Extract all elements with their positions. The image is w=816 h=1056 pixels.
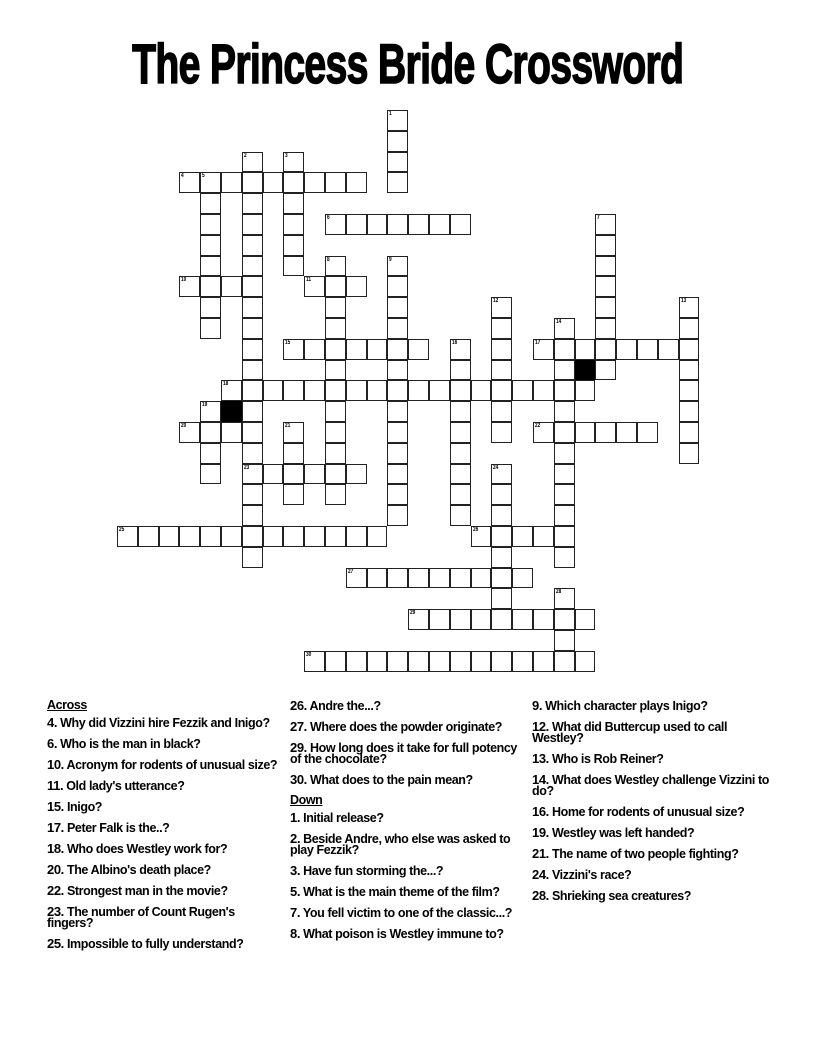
grid-cell[interactable] [200,422,221,443]
grid-cell[interactable] [325,214,346,235]
grid-cell[interactable] [450,339,471,360]
grid-cell[interactable] [304,526,325,547]
grid-cell[interactable] [637,339,658,360]
clue-down-12: 12. What did Buttercup used to call Westley? [532,719,728,745]
grid-cell[interactable] [616,422,637,443]
grid-cell[interactable] [242,297,263,318]
grid-cell[interactable] [595,256,616,277]
grid-cell[interactable] [408,214,429,235]
grid-cell[interactable] [242,318,263,339]
grid-cell[interactable] [387,214,408,235]
grid-cell[interactable] [554,339,575,360]
grid-cell[interactable] [325,339,346,360]
grid-cell[interactable] [491,588,512,609]
grid-cell[interactable] [325,256,346,277]
grid-cell[interactable] [491,505,512,526]
grid-cell[interactable] [387,360,408,381]
clue-across-29: 29. How long does it take for full potency of the chocolate? [290,740,517,766]
grid-cell[interactable] [575,651,596,672]
grid-cell[interactable] [595,214,616,235]
grid-cell[interactable] [263,172,284,193]
grid-cell[interactable] [325,172,346,193]
grid-cell[interactable] [616,339,637,360]
grid-cell[interactable] [200,443,221,464]
grid-cell[interactable] [491,568,512,589]
grid-cell[interactable] [450,464,471,485]
grid-cell[interactable] [367,380,388,401]
across-heading: Across [47,698,87,712]
grid-cell[interactable] [367,568,388,589]
grid-cell[interactable] [491,609,512,630]
grid-cell[interactable] [533,526,554,547]
grid-cell[interactable] [408,380,429,401]
clue-number: 21 [285,423,291,429]
grid-cell[interactable] [325,380,346,401]
grid-cell[interactable] [450,505,471,526]
grid-cell[interactable] [179,276,200,297]
grid-cell[interactable] [679,318,700,339]
grid-cell[interactable] [200,256,221,277]
grid-cell[interactable] [242,360,263,381]
clue-number: 6 [327,215,330,221]
grid-cell[interactable] [554,609,575,630]
grid-cell[interactable] [491,380,512,401]
grid-cell[interactable] [595,422,616,443]
clues-column-1 [47,700,279,959]
clue-down-1: 1. Initial release? [290,810,384,825]
clue-number: 25 [119,527,125,533]
clue-number: 24 [493,464,499,471]
clue-number: 13 [680,298,686,305]
grid-cell[interactable] [367,339,388,360]
grid-cell[interactable] [450,484,471,505]
grid-cell[interactable] [325,526,346,547]
grid-cell[interactable] [387,276,408,297]
grid-cell[interactable] [304,464,325,485]
grid-cell[interactable] [242,464,263,485]
grid-cell[interactable] [491,339,512,360]
grid-cell[interactable] [491,526,512,547]
clue-across-4: 4. Why did Vizzini hire Fezzik and Inigo? [47,715,270,730]
clue-across-22: 22. Strongest man in the movie? [47,883,228,898]
grid-cell[interactable] [471,568,492,589]
grid-cell[interactable] [242,484,263,505]
grid-cell[interactable] [367,214,388,235]
clue-across-30: 30. What does to the pain mean? [290,772,473,787]
grid-cell[interactable] [325,422,346,443]
grid-cell[interactable] [533,380,554,401]
grid-cell[interactable] [283,484,304,505]
clue-down-24: 24. Vizzini's race? [532,867,632,882]
grid-cell[interactable] [554,401,575,422]
grid-cell[interactable] [512,526,533,547]
grid-cell[interactable] [179,422,200,443]
clue-number: 20 [181,423,187,429]
grid-cell[interactable] [346,526,367,547]
clue-number: 23 [243,464,250,471]
grid-cell[interactable] [387,380,408,401]
grid-cell[interactable] [304,651,325,672]
grid-cell[interactable] [200,276,221,297]
grid-cell[interactable] [491,297,512,318]
grid-cell[interactable] [346,172,367,193]
grid-cell[interactable] [471,526,492,547]
grid-cell[interactable] [200,401,221,422]
grid-cell[interactable] [387,152,408,173]
clue-across-11: 11. Old lady's utterance? [47,778,185,793]
grid-cell[interactable] [221,422,242,443]
grid-cell[interactable] [346,339,367,360]
grid-cell[interactable] [263,464,284,485]
grid-cell[interactable] [304,339,325,360]
clue-number: 16 [451,339,458,346]
grid-cell[interactable] [387,318,408,339]
clue-across-6: 6. Who is the man in black? [47,736,201,751]
clue-number: 4 [181,173,185,180]
grid-cell[interactable] [387,568,408,589]
grid-cell[interactable] [367,651,388,672]
grid-cell[interactable] [679,360,700,381]
grid-cell[interactable] [491,547,512,568]
clues-column-3 [532,700,772,911]
grid-cell[interactable] [242,256,263,277]
clue-down-8: 8. What poison is Westley immune to? [290,926,504,941]
grid-cell[interactable] [242,380,263,401]
grid-cell[interactable] [512,380,533,401]
grid-cell[interactable] [387,256,408,277]
clue-across-25: 25. Impossible to fully understand? [47,936,244,951]
grid-cell[interactable] [242,152,263,173]
grid-cell[interactable] [283,526,304,547]
grid-cell[interactable] [387,401,408,422]
grid-cell[interactable] [471,609,492,630]
clue-number: 9 [389,256,393,263]
grid-cell[interactable] [242,422,263,443]
clue-down-5: 5. What is the main theme of the film? [290,884,500,899]
grid-cell[interactable] [325,318,346,339]
grid-cell[interactable] [283,464,304,485]
grid-cell[interactable] [325,401,346,422]
grid-cell[interactable] [346,214,367,235]
grid-cell[interactable] [242,214,263,235]
grid-cell[interactable] [554,588,575,609]
grid-cell[interactable] [283,172,304,193]
grid-cell[interactable] [450,568,471,589]
grid-cell[interactable] [242,276,263,297]
grid-cell[interactable] [554,464,575,485]
grid-cell[interactable] [471,380,492,401]
grid-cell[interactable] [242,547,263,568]
grid-cell[interactable] [200,214,221,235]
clue-across-18: 18. Who does Westley work for? [47,841,228,856]
grid-cell[interactable] [263,526,284,547]
grid-cell[interactable] [325,276,346,297]
grid-cell[interactable] [242,235,263,256]
grid-cell[interactable] [575,422,596,443]
grid-cell[interactable] [346,380,367,401]
grid-cell[interactable] [491,360,512,381]
grid-cell[interactable] [387,339,408,360]
grid-cell[interactable] [575,609,596,630]
grid-cell[interactable] [179,172,200,193]
clue-number: 8 [327,256,330,263]
clue-down-19: 19. Westley was left handed? [532,825,695,840]
grid-cell[interactable] [159,526,180,547]
grid-cell[interactable] [200,526,221,547]
clue-number: 2 [243,152,247,159]
grid-cell[interactable] [387,131,408,152]
grid-cell[interactable] [304,172,325,193]
grid-cell[interactable] [117,526,138,547]
grid-cell[interactable] [387,505,408,526]
clue-across-17: 17. Peter Falk is the..? [47,820,170,835]
clue-number: 26 [472,527,478,533]
grid-cell[interactable] [200,193,221,214]
grid-cell[interactable] [283,214,304,235]
grid-cell[interactable] [387,422,408,443]
grid-cell[interactable] [595,276,616,297]
grid-cell[interactable] [325,464,346,485]
clue-number: 30 [306,651,312,658]
grid-cell[interactable] [679,422,700,443]
grid-cell[interactable] [242,505,263,526]
grid-cell[interactable] [554,505,575,526]
grid-cell[interactable] [491,464,512,485]
clue-number: 28 [555,589,562,596]
grid-cell[interactable] [325,360,346,381]
grid-cell[interactable] [387,297,408,318]
clue-down-14: 14. What does Westley challenge Vizzini to do? [532,772,769,798]
grid-cell[interactable] [200,172,221,193]
clue-down-9: 9. Which character plays Inigo? [532,698,708,713]
grid-cell[interactable] [429,214,450,235]
grid-cell[interactable] [471,651,492,672]
grid-cell[interactable] [387,172,408,193]
grid-cell[interactable] [242,443,263,464]
grid-cell[interactable] [554,630,575,651]
grid-cell[interactable] [242,401,263,422]
clue-number: 11 [306,277,312,284]
grid-cell[interactable] [200,464,221,485]
grid-cell[interactable] [450,380,471,401]
grid-cell[interactable] [242,339,263,360]
grid-cell[interactable] [283,380,304,401]
title-text: The Princess Bride Crossword [132,32,684,95]
grid-cell[interactable] [283,339,304,360]
grid-cell[interactable] [595,339,616,360]
grid-cell[interactable] [595,235,616,256]
down-heading: Down [290,793,323,807]
grid-cell[interactable] [554,484,575,505]
grid-cell[interactable] [491,422,512,443]
grid-cell[interactable] [304,380,325,401]
grid-cell[interactable] [387,110,408,131]
grid-cell[interactable] [387,484,408,505]
grid-cell[interactable] [200,297,221,318]
grid-cell[interactable] [679,401,700,422]
grid-cell[interactable] [595,318,616,339]
clue-number: 18 [223,381,229,388]
clue-down-3: 3. Have fun storming the...? [290,863,444,878]
grid-cell[interactable] [367,526,388,547]
grid-cell[interactable] [554,443,575,464]
grid-cell[interactable] [304,276,325,297]
grid-cell[interactable] [325,651,346,672]
clue-down-16: 16. Home for rodents of unusual size? [532,804,745,819]
grid-cell[interactable] [221,526,242,547]
grid-cell[interactable] [450,609,471,630]
clue-number: 5 [202,173,205,180]
grid-cell[interactable] [554,360,575,381]
grid-cell[interactable] [283,256,304,277]
grid-cell[interactable] [491,401,512,422]
grid-cell[interactable] [679,339,700,360]
crossword-grid [117,110,717,680]
clue-down-21: 21. The name of two people fighting? [532,846,739,861]
clue-number: 3 [285,152,289,159]
grid-cell[interactable] [554,651,575,672]
grid-cell[interactable] [429,568,450,589]
grid-cell[interactable] [554,380,575,401]
grid-cell[interactable] [512,609,533,630]
clue-across-26: 26. Andre the...? [290,698,381,713]
grid-cell[interactable] [408,651,429,672]
grid-cell[interactable] [533,609,554,630]
grid-cell[interactable] [450,651,471,672]
clue-down-7: 7. You fell victim to one of the classic...? [290,905,513,920]
grid-cell[interactable] [679,443,700,464]
grid-cell[interactable] [200,235,221,256]
grid-cell[interactable] [575,380,596,401]
grid-cell[interactable] [346,276,367,297]
clue-down-2: 2. Beside Andre, who else was asked to play Fezzik? [290,831,511,857]
grid-cell[interactable] [200,318,221,339]
grid-cell[interactable] [491,484,512,505]
grid-cell[interactable] [221,276,242,297]
clue-number: 12 [493,298,499,305]
clue-down-13: 13. Who is Rob Reiner? [532,751,664,766]
grid-cell[interactable] [450,360,471,381]
grid-cell[interactable] [408,568,429,589]
grid-cell[interactable] [554,526,575,547]
grid-cell[interactable] [637,422,658,443]
clue-number: 17 [535,339,541,346]
grid-cell[interactable] [242,193,263,214]
grid-cell[interactable] [283,152,304,173]
grid-cell[interactable] [512,651,533,672]
clue-number: 19 [202,402,208,409]
grid-cell[interactable] [325,297,346,318]
grid-cell[interactable] [263,380,284,401]
clue-down-28: 28. Shrieking sea creatures? [532,888,692,903]
grid-cell[interactable] [658,339,679,360]
grid-cell[interactable] [450,422,471,443]
grid-cell[interactable] [595,360,616,381]
grid-cell[interactable] [179,526,200,547]
grid-cell[interactable] [325,484,346,505]
clue-across-23: 23. The number of Count Rugen's fingers? [47,904,235,930]
grid-cell[interactable] [242,172,263,193]
clues-column-2 [290,700,522,949]
black-cell [221,401,242,422]
grid-cell[interactable] [429,380,450,401]
grid-cell[interactable] [429,651,450,672]
clue-number: 27 [347,568,354,575]
clue-number: 15 [285,339,291,346]
grid-cell[interactable] [283,422,304,443]
grid-cell[interactable] [408,609,429,630]
grid-cell[interactable] [554,318,575,339]
grid-cell[interactable] [283,193,304,214]
grid-cell[interactable] [138,526,159,547]
grid-cell[interactable] [491,318,512,339]
clue-number: 29 [410,610,416,617]
grid-cell[interactable] [533,339,554,360]
grid-cell[interactable] [554,547,575,568]
grid-cell[interactable] [679,297,700,318]
grid-cell[interactable] [450,401,471,422]
grid-cell[interactable] [491,651,512,672]
grid-cell[interactable] [346,651,367,672]
clue-number: 10 [181,277,187,284]
grid-cell[interactable] [408,339,429,360]
clue-number: 14 [555,319,562,325]
grid-cell[interactable] [325,443,346,464]
grid-cell[interactable] [575,339,596,360]
grid-cell[interactable] [429,609,450,630]
grid-cell[interactable] [512,568,533,589]
grid-cell[interactable] [346,464,367,485]
grid-cell[interactable] [387,443,408,464]
grid-cell[interactable] [554,422,575,443]
grid-cell[interactable] [387,464,408,485]
grid-cell[interactable] [533,651,554,672]
page-title [0,34,816,94]
grid-cell[interactable] [387,651,408,672]
grid-cell[interactable] [346,568,367,589]
grid-cell[interactable] [533,422,554,443]
grid-cell[interactable] [679,380,700,401]
clue-across-10: 10. Acronym for rodents of unusual size? [47,757,278,772]
grid-cell[interactable] [221,380,242,401]
grid-cell[interactable] [283,235,304,256]
clue-across-15: 15. Inigo? [47,799,103,814]
grid-cell[interactable] [450,214,471,235]
grid-cell[interactable] [283,443,304,464]
clue-number: 22 [535,423,541,429]
black-cell [575,360,596,381]
clue-across-20: 20. The Albino's death place? [47,862,211,877]
clue-number: 1 [389,111,393,117]
grid-cell[interactable] [242,526,263,547]
grid-cell[interactable] [595,297,616,318]
grid-cell[interactable] [450,443,471,464]
clue-number: 7 [597,215,601,221]
clue-across-27: 27. Where does the powder originate? [290,719,503,734]
grid-cell[interactable] [221,172,242,193]
